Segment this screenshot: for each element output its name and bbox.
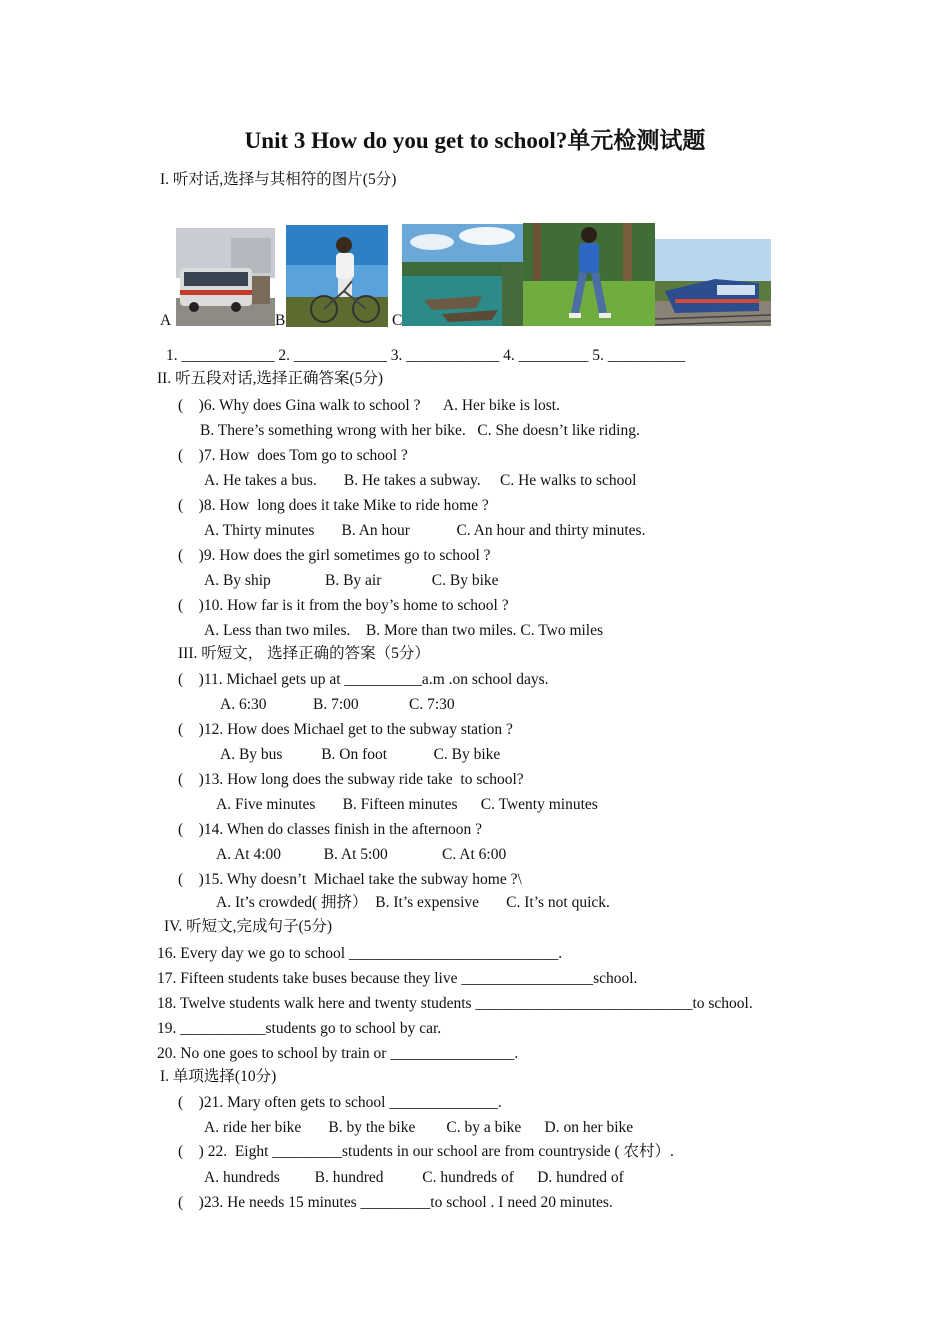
question-12-options: A. By bus B. On foot C. By bike	[220, 746, 501, 763]
sentence-20: 20. No one goes to school by train or ________________.	[157, 1045, 519, 1062]
question-22-options: A. hundreds B. hundred C. hundreds of D. hundred of	[204, 1169, 624, 1186]
boy-walking-photo	[523, 223, 655, 326]
picture-label-a: A	[160, 312, 172, 329]
question-8: ( )8. How long does it take Mike to ride home ?	[178, 497, 489, 514]
question-11: ( )11. Michael gets up at __________a.m .on school days.	[178, 671, 549, 688]
sentence-17: 17. Fifteen students take buses because they live _________________school.	[157, 970, 638, 987]
sentence-16: 16. Every day we go to school ___________________________.	[157, 945, 563, 962]
boy-walking-art	[523, 223, 655, 326]
question-7-options: A. He takes a bus. B. He takes a subway. C. He walks to school	[204, 472, 637, 489]
question-7: ( )7. How does Tom go to school ?	[178, 447, 408, 464]
question-14: ( )14. When do classes finish in the afternoon ?	[178, 821, 483, 838]
question-21-options: A. ride her bike B. by the bike C. by a bike D. on her bike	[204, 1119, 634, 1136]
section-1-heading: I. 听对话,选择与其相符的图片(5分)	[160, 171, 397, 188]
bus-photo-art	[176, 228, 275, 326]
bus-photo	[176, 228, 275, 326]
question-15-options: A. It’s crowded( 拥挤） B. It’s expensive C. It’s not quick.	[216, 894, 610, 911]
question-6-options: B. There’s something wrong with her bike. C. She doesn’t like riding.	[200, 422, 640, 439]
boat-river-art	[402, 224, 523, 326]
train-photo	[655, 239, 771, 326]
section-2-heading: II. 听五段对话,选择正确答案(5分)	[157, 370, 384, 387]
picture-label-b: B	[275, 312, 286, 329]
question-12: ( )12. How does Michael get to the subway station ?	[178, 721, 513, 738]
question-22: ( ) 22. Eight _________students in our school are from countryside ( 农村）.	[178, 1143, 674, 1160]
boat-on-river-photo	[402, 224, 523, 326]
page-title: Unit 3 How do you get to school?单元检测试题	[244, 128, 706, 153]
question-8-options: A. Thirty minutes B. An hour C. An hour and thirty minutes.	[204, 522, 646, 539]
section-5-heading: I. 单项选择(10分)	[160, 1068, 277, 1085]
question-6: ( )6. Why does Gina walk to school ? A. Her bike is lost.	[178, 397, 560, 414]
question-13-options: A. Five minutes B. Fifteen minutes C. Twenty minutes	[216, 796, 598, 813]
question-10: ( )10. How far is it from the boy’s home to school ?	[178, 597, 509, 614]
question-9-options: A. By ship B. By air C. By bike	[204, 572, 499, 589]
picture-answer-line: 1. ____________ 2. ____________ 3. ____________ 4. _________ 5. __________	[166, 347, 686, 364]
question-10-options: A. Less than two miles. B. More than two miles. C. Two miles	[204, 622, 604, 639]
question-21: ( )21. Mary often gets to school ______________.	[178, 1094, 502, 1111]
question-15: ( )15. Why doesn’t Michael take the subway home ?\	[178, 871, 522, 888]
section-3-heading: III. 听短文， 选择正确的答案（5分）	[178, 645, 430, 662]
girl-riding-bike-photo	[286, 225, 388, 327]
girl-bike-art	[286, 225, 388, 327]
sentence-18: 18. Twelve students walk here and twenty students ____________________________to school.	[157, 995, 753, 1012]
sentence-19: 19. ___________students go to school by car.	[157, 1020, 442, 1037]
question-13: ( )13. How long does the subway ride take to school?	[178, 771, 524, 788]
train-art	[655, 239, 771, 326]
picture-label-c: C	[392, 312, 403, 329]
question-9: ( )9. How does the girl sometimes go to school ?	[178, 547, 491, 564]
question-14-options: A. At 4:00 B. At 5:00 C. At 6:00	[216, 846, 507, 863]
section-4-heading: IV. 听短文,完成句子(5分)	[164, 918, 333, 935]
question-11-options: A. 6:30 B. 7:00 C. 7:30	[220, 696, 455, 713]
question-23: ( )23. He needs 15 minutes _________to school . I need 20 minutes.	[178, 1194, 613, 1211]
